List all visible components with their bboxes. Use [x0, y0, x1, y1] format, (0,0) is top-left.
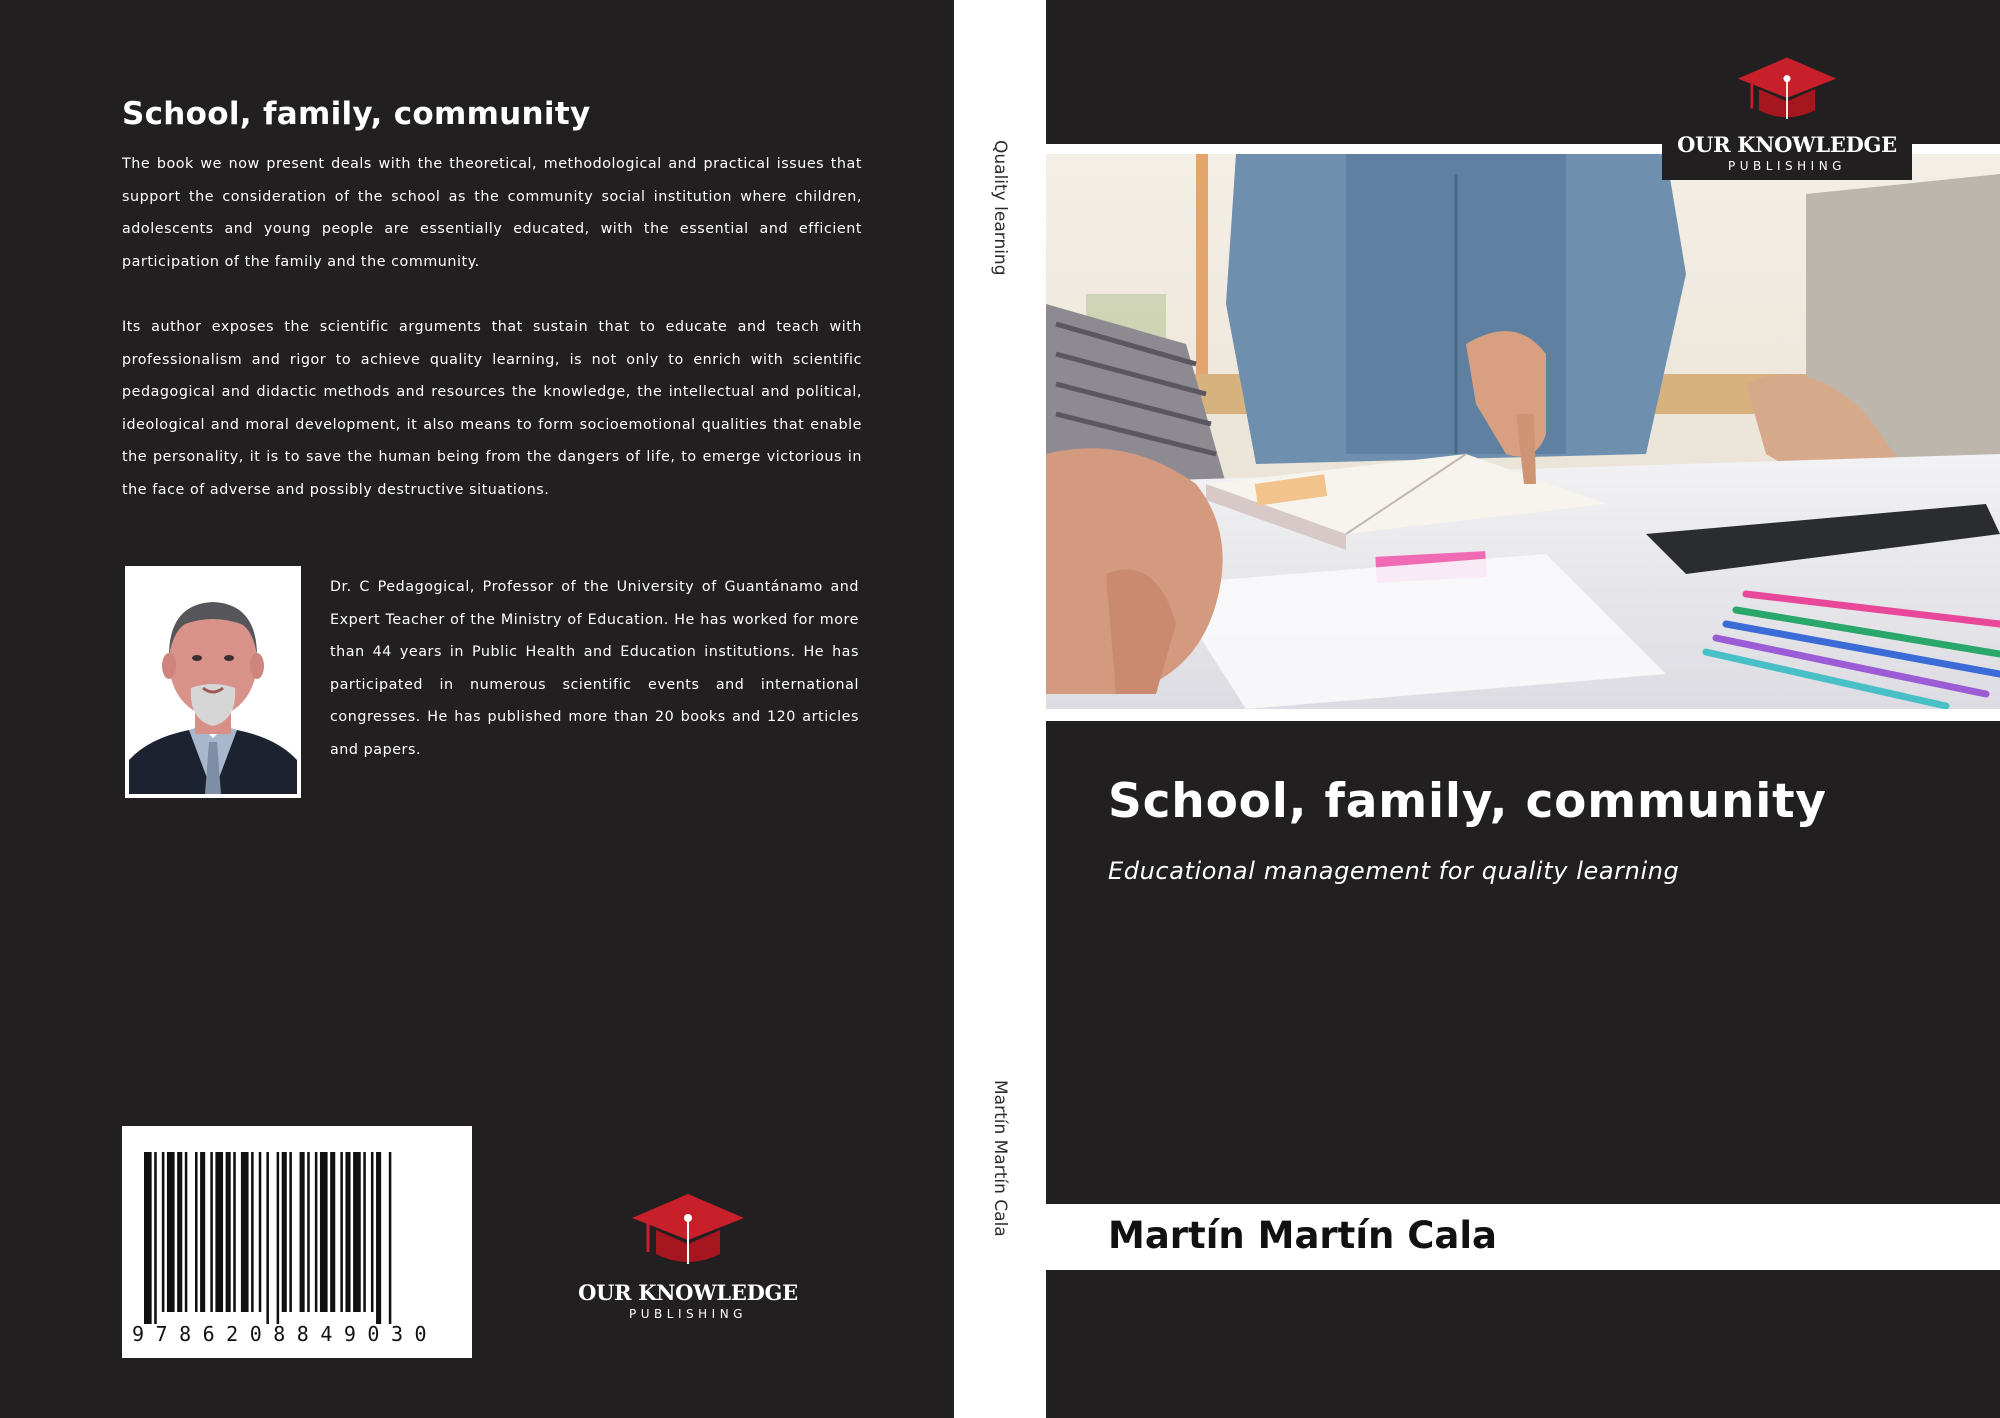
- barcode-bar: [177, 1152, 182, 1312]
- author-portrait-image: [129, 570, 297, 794]
- back-cover: [0, 0, 954, 1418]
- graduation-cap-icon: [628, 1190, 748, 1272]
- barcode-bar: [315, 1152, 318, 1312]
- barcode-bar: [162, 1152, 165, 1312]
- publisher-logo-back: [570, 1190, 806, 1321]
- isbn-barcode: [122, 1126, 472, 1358]
- publisher-logo-box: [1662, 0, 1912, 180]
- barcode-bar: [376, 1152, 381, 1324]
- blurb-paragraph-2: Its author exposes the scientific arguments that sustain that to educate and teach with professionalism and rigor to achieve quality learning, is not only to enrich with scientific pedagogical and didactic methods and resources the knowledge, the intellectual and political, ideological and moral development, it also means to form socioemotional qualities that enable the personality, it is to save the human being from the dangers of life, to emerge victorious in the face of adverse and possibly destructive situations.: [122, 318, 862, 498]
- barcode-bar: [185, 1152, 188, 1312]
- barcode-bar: [363, 1152, 366, 1312]
- barcode-bar: [233, 1152, 236, 1312]
- barcode-bar: [215, 1152, 223, 1312]
- barcode-bar: [340, 1152, 343, 1312]
- spine-author: Martín Martín Cala: [990, 1080, 1010, 1237]
- barcode-bar: [353, 1152, 361, 1312]
- barcode-bar: [226, 1152, 231, 1312]
- barcode-bar: [307, 1152, 310, 1312]
- barcode-bar: [251, 1152, 254, 1312]
- logo-sub: PUBLISHING: [629, 1307, 747, 1321]
- barcode-bar: [195, 1152, 198, 1312]
- isbn-digits: 9786208849030: [132, 1322, 439, 1346]
- cover-photo: [1046, 144, 2000, 721]
- barcode-bar: [200, 1152, 205, 1312]
- front-cover: [1046, 0, 2000, 1418]
- barcode-bar: [320, 1152, 328, 1312]
- logo-name: OUR KNOWLEDGE: [578, 1280, 798, 1305]
- publisher-logo-front: [1662, 54, 1912, 173]
- barcode-bar: [389, 1152, 392, 1324]
- logo-sub: PUBLISHING: [1728, 159, 1846, 173]
- barcode-bar: [330, 1152, 335, 1312]
- barcode-bar: [277, 1152, 280, 1324]
- barcode-bar: [266, 1152, 269, 1324]
- spine: [954, 0, 1046, 1418]
- author-photo: [125, 566, 301, 798]
- students-studying-image: [1046, 154, 2000, 709]
- blurb-paragraph-1: The book we now present deals with the theoretical, methodological and practical issues that support the consideration of the school as the community social institution where children, adolescents and young people are essentially educated, with the essential and efficient participation of the family and the community.: [122, 156, 862, 270]
- back-cover-blurb: [122, 148, 862, 539]
- barcode-bar: [210, 1152, 213, 1312]
- spine-subtitle: Quality learning: [990, 140, 1010, 276]
- barcode-bar: [144, 1152, 152, 1324]
- graduation-cap-icon: [1732, 54, 1842, 126]
- barcode-bar: [154, 1152, 157, 1324]
- front-cover-title: School, family, community: [1108, 774, 1827, 829]
- barcode-bar: [282, 1152, 287, 1312]
- front-cover-author: Martín Martín Cala: [1108, 1214, 1498, 1257]
- barcode-bar: [167, 1152, 175, 1312]
- barcode-bar: [371, 1152, 374, 1312]
- barcode-bar: [289, 1152, 292, 1312]
- barcode-bar: [345, 1152, 350, 1312]
- barcode-bar: [259, 1152, 262, 1312]
- author-band: [1046, 1204, 2000, 1270]
- barcode-bar: [241, 1152, 249, 1312]
- back-cover-title: School, family, community: [122, 96, 591, 132]
- logo-name: OUR KNOWLEDGE: [1677, 132, 1897, 157]
- barcode-bar: [300, 1152, 305, 1312]
- author-bio: Dr. C Pedagogical, Professor of the University of Guantánamo and Expert Teacher of the Ministry of Education. He has worked for more than 44 years in Public Health and Education institutions. He has participated in numerous scientific events and international congresses. He has published more than 20 books and 120 articles and papers.: [330, 579, 859, 758]
- front-cover-subtitle: Educational management for quality learning: [1108, 857, 1680, 885]
